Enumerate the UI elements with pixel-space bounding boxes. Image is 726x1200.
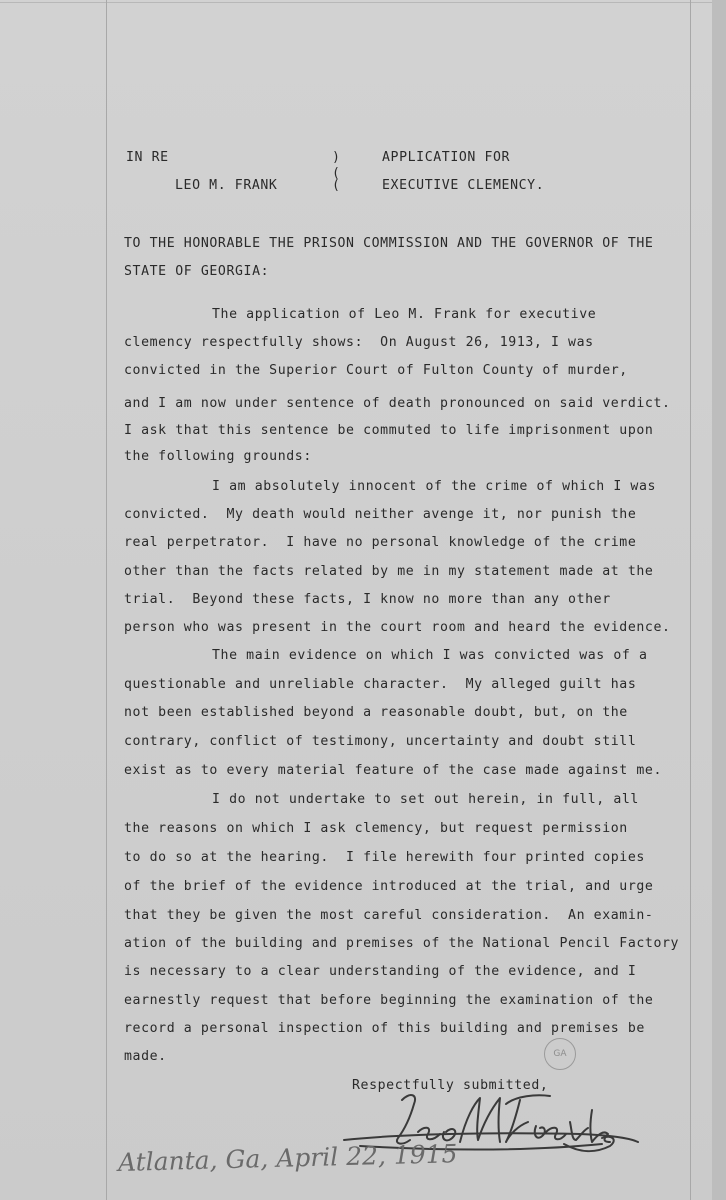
caption-paren: ) (332, 150, 341, 165)
caption-paren: ( (332, 178, 341, 193)
body-line: the following grounds: (124, 449, 312, 464)
body-line: made. (124, 1049, 167, 1064)
body-line: person who was present in the court room and heard the evidence. (124, 620, 671, 635)
body-line: is necessary to a clear understanding of the evidence, and I (124, 964, 637, 979)
closing-line: Respectfully submitted, (352, 1078, 549, 1093)
caption-paren: ( (332, 166, 341, 181)
address-line: STATE OF GEORGIA: (124, 264, 270, 279)
body-line: convicted. My death would neither avenge it, nor punish the (124, 507, 637, 522)
body-line: of the brief of the evidence introduced at the trial, and urge (124, 879, 654, 894)
body-line: I do not undertake to set out herein, in full, all (212, 792, 639, 807)
caption-name: LEO M. FRANK (175, 178, 278, 193)
caption-clemency: EXECUTIVE CLEMENCY. (382, 178, 545, 193)
body-line: to do so at the hearing. I file herewith four printed copies (124, 850, 645, 865)
stamp-seal (544, 1038, 576, 1070)
body-line: The application of Leo M. Frank for executive (212, 307, 597, 322)
body-line: trial. Beyond these facts, I know no more than any other (124, 592, 611, 607)
body-line: questionable and unreliable character. My alleged guilt has (124, 677, 637, 692)
body-line: other than the facts related by me in my statement made at the (124, 564, 654, 579)
body-line: exist as to every material feature of the case made against me. (124, 763, 662, 778)
body-line: real perpetrator. I have no personal knowledge of the crime (124, 535, 637, 550)
stamp-text: GA (553, 1049, 567, 1059)
handwritten-place-date: Atlanta, Ga, April 22, 1915 (117, 1139, 458, 1177)
paper-edge (712, 0, 726, 1200)
body-line: clemency respectfully shows: On August 26, 1913, I was (124, 335, 594, 350)
body-line: and I am now under sentence of death pronounced on said verdict. (124, 396, 671, 411)
body-line: contrary, conflict of testimony, uncertainty and doubt still (124, 734, 637, 749)
body-line: The main evidence on which I was convicted was of a (212, 648, 648, 663)
body-line: I am absolutely innocent of the crime of which I was (212, 479, 657, 494)
body-line: ation of the building and premises of the National Pencil Factory (124, 936, 680, 951)
body-line: the reasons on which I ask clemency, but request permission (124, 821, 628, 836)
body-line: that they be given the most careful consideration. An examin- (124, 908, 654, 923)
body-line: record a personal inspection of this building and premises be (124, 1021, 645, 1036)
address-line: TO THE HONORABLE THE PRISON COMMISSION AND THE GOVERNOR OF THE (124, 236, 654, 251)
right-margin-rule (690, 0, 691, 1200)
body-line: convicted in the Superior Court of Fulton County of murder, (124, 363, 628, 378)
left-margin-rule (106, 0, 107, 1200)
paper-crease (0, 2, 726, 3)
caption-in-re: IN RE (126, 150, 169, 165)
body-line: not been established beyond a reasonable doubt, but, on the (124, 705, 628, 720)
body-line: earnestly request that before beginning the examination of the (124, 993, 654, 1008)
caption-application: APPLICATION FOR (382, 150, 511, 165)
body-line: I ask that this sentence be commuted to life imprisonment upon (124, 423, 654, 438)
